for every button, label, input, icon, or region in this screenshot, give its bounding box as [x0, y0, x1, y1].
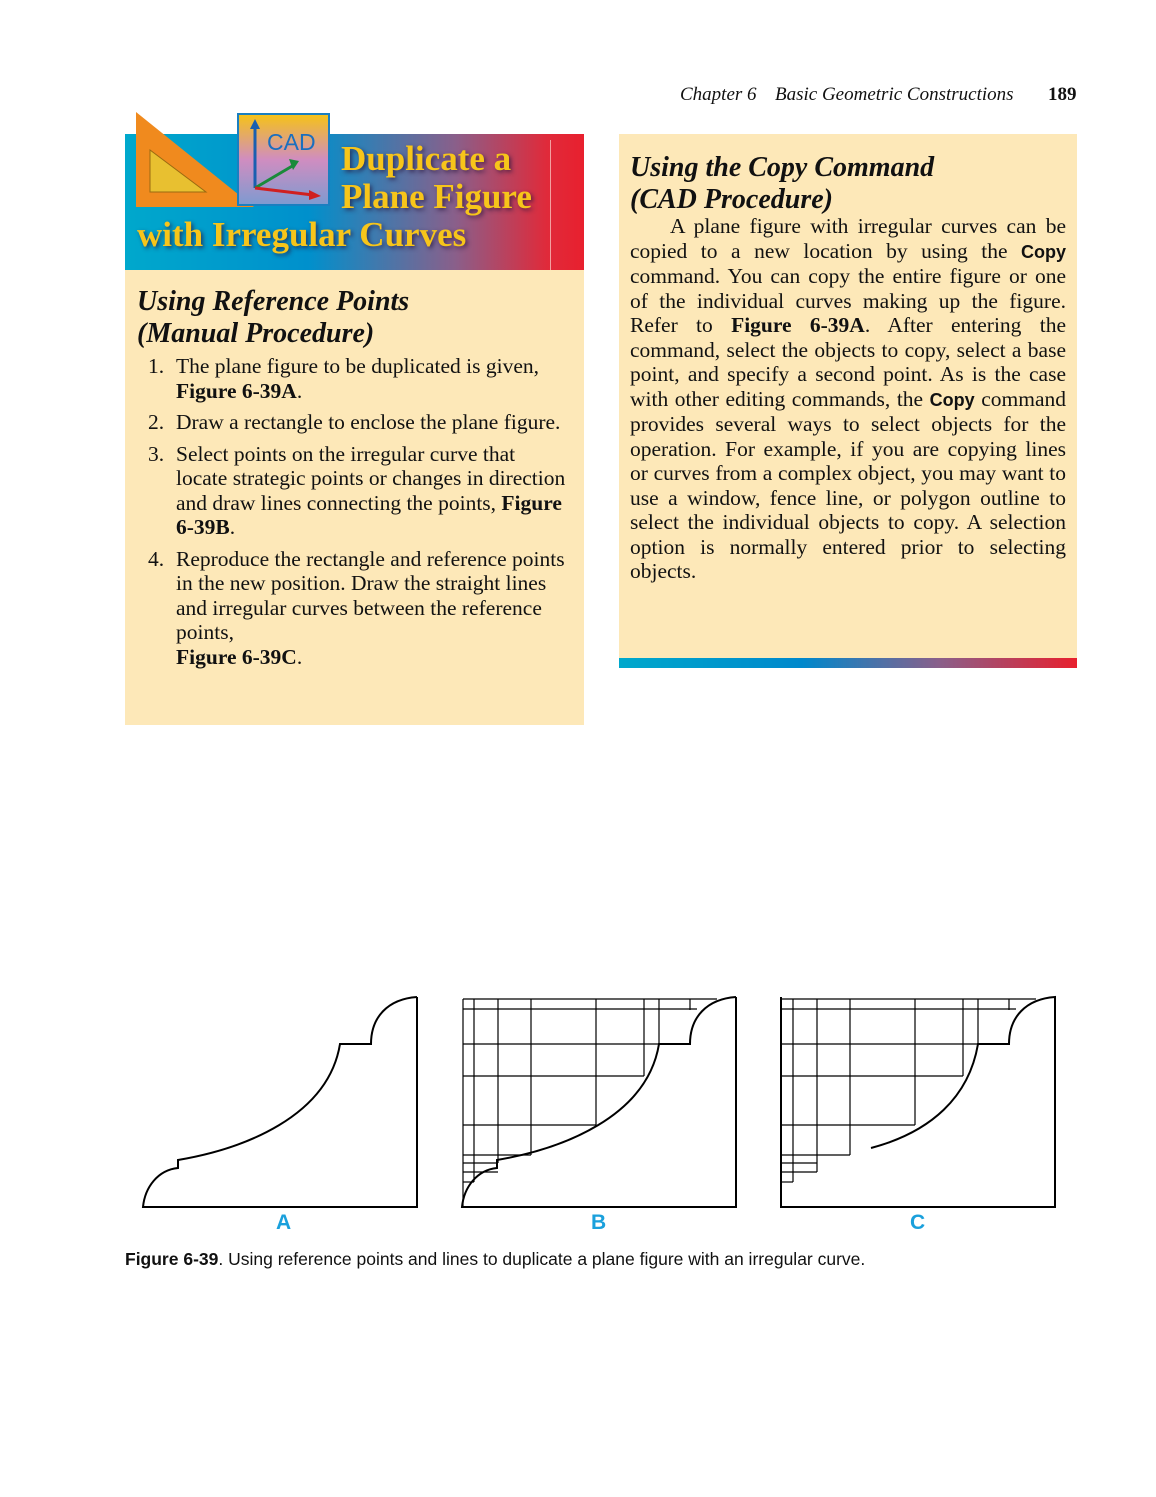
procedure-steps [136, 354, 566, 676]
banner-title-line2: Plane Figure [341, 177, 532, 216]
figure-label-b: B [591, 1211, 607, 1234]
running-header-chapter: Chapter 6 [680, 84, 757, 105]
cad-label: CAD [267, 129, 316, 155]
cad-heading: Using the Copy Command (CAD Procedure) [630, 152, 935, 215]
step-item: 4. Reproduce the rectangle and reference points in the new position. Draw the straight lines and irregular curves between the reference points, Figure 6-39C. [148, 546, 565, 669]
step-item: 2. Draw a rectangle to enclose the plane figure. [148, 410, 561, 434]
figure-a-drawing [143, 990, 419, 1210]
banner-title-line1: Duplicate a [341, 139, 512, 178]
step-item: 1. The plane figure to be duplicated is given, Figure 6-39A. [148, 354, 539, 403]
step-item: 3. Select points on the irregular curve that locate strategic points or changes in direction and draw lines connecting the points, Figure 6-39B. [148, 441, 566, 539]
figure-c-drawing [781, 990, 1057, 1210]
banner-title-line3: with Irregular Curves [137, 215, 467, 254]
running-header-title: Basic Geometric Constructions [775, 84, 1014, 105]
panel-gradient-bar [619, 658, 1077, 668]
figure-caption: Figure 6-39. Using reference points and lines to duplicate a plane figure with an irregular curve. [125, 1249, 866, 1269]
cad-paragraph: A plane figure with irregular curves can be copied to a new location by using the Copy command. You can copy the entire figure or one of the individual curves making up the figure. Refer to Figure 6-39A. After entering the command, select the objects to copy, select a base point, and specify a second point. As is the case with other editing commands, the Copy command provides several ways to select objects for the operation. For example, if you are copying lines or curves from a complex object, you may want to use a window, fence line, or polygon outline to select the individual objects to copy. A selection option is normally entered prior to selecting objects. [630, 214, 1066, 583]
figure-b-drawing [462, 990, 738, 1210]
cad-axes-icon [237, 113, 330, 206]
figure-label-c: C [910, 1211, 926, 1234]
page-number: 189 [1048, 84, 1077, 105]
manual-heading: Using Reference Points (Manual Procedure) [137, 286, 410, 349]
figure-label-a: A [276, 1211, 292, 1234]
banner-divider [550, 140, 551, 270]
